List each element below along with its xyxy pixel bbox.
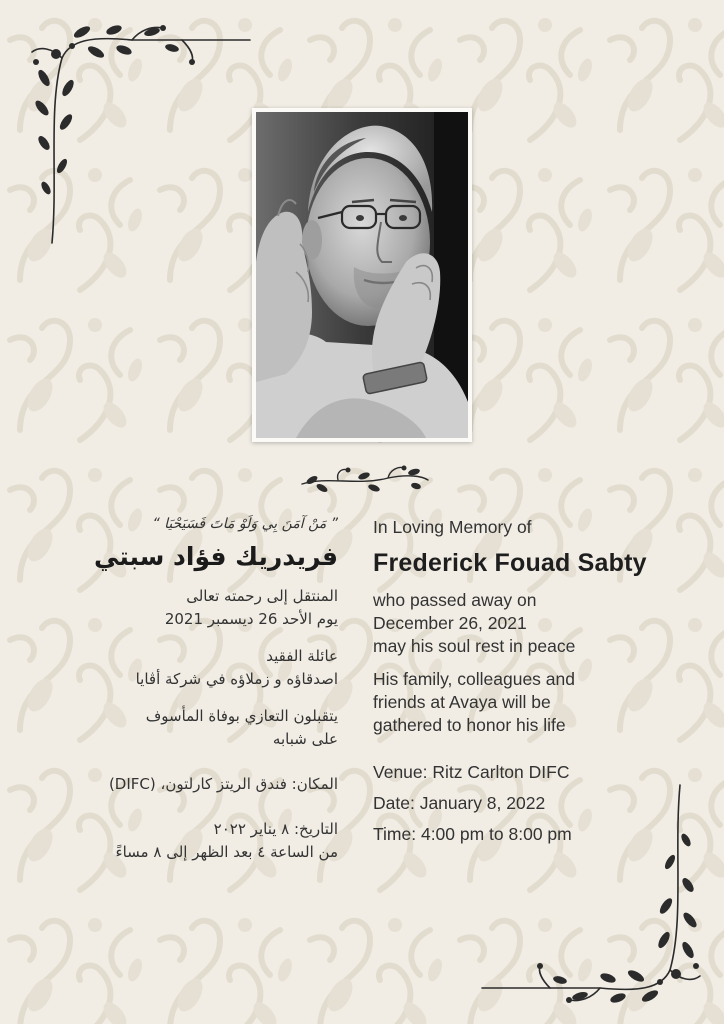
arabic-colleagues: اصدقاؤه و زملاؤه في شركة أڤايا [135,670,338,688]
in-loving-memory: In Loving Memory of [373,517,532,537]
portrait-photo-frame [252,108,472,442]
portrait-photo [256,112,468,438]
arabic-quote: ” مَنْ آمَنَ بِي وَلَوْ مَاتَ فَسَيَحْيَا “ [152,516,338,532]
floral-corner-top-left [22,18,262,248]
arabic-condolences-2: على شبابه [272,730,338,748]
venue-line: Venue: Ritz Carlton DIFC [373,762,570,782]
floral-divider [298,462,432,496]
family-line-3: gathered to honor his life [373,715,566,735]
english-column [373,516,703,850]
family-line-2: friends at Avaya will be [373,692,551,712]
arabic-condolences-1: يتقبلون التعازي بوفاة المأسوف [145,707,338,725]
passed-line-1: who passed away on [373,590,537,610]
arabic-venue: المكان: فندق الريتز كارلتون، (DIFC) [108,775,338,793]
english-name: Frederick Fouad Sabty [373,549,647,577]
arabic-column [40,512,338,864]
passed-line-3: may his soul rest in peace [373,636,576,656]
passed-line-2: December 26, 2021 [373,613,527,633]
arabic-family: عائلة الفقيد [266,647,338,665]
arabic-date: التاريخ: ٨ يناير ٢٠٢٢ [213,820,338,838]
arabic-time: من الساعة ٤ بعد الظهر إلى ٨ مساءً [115,843,338,861]
arabic-passed-date: يوم الأحد 26 ديسمبر 2021 [164,610,338,628]
time-line: Time: 4:00 pm to 8:00 pm [373,824,572,844]
arabic-name: فريدريك فؤاد سبتي [94,542,338,571]
date-line: Date: January 8, 2022 [373,793,546,813]
family-line-1: His family, colleagues and [373,669,575,689]
arabic-passed-line: المنتقل إلى رحمته تعالى [186,587,338,605]
